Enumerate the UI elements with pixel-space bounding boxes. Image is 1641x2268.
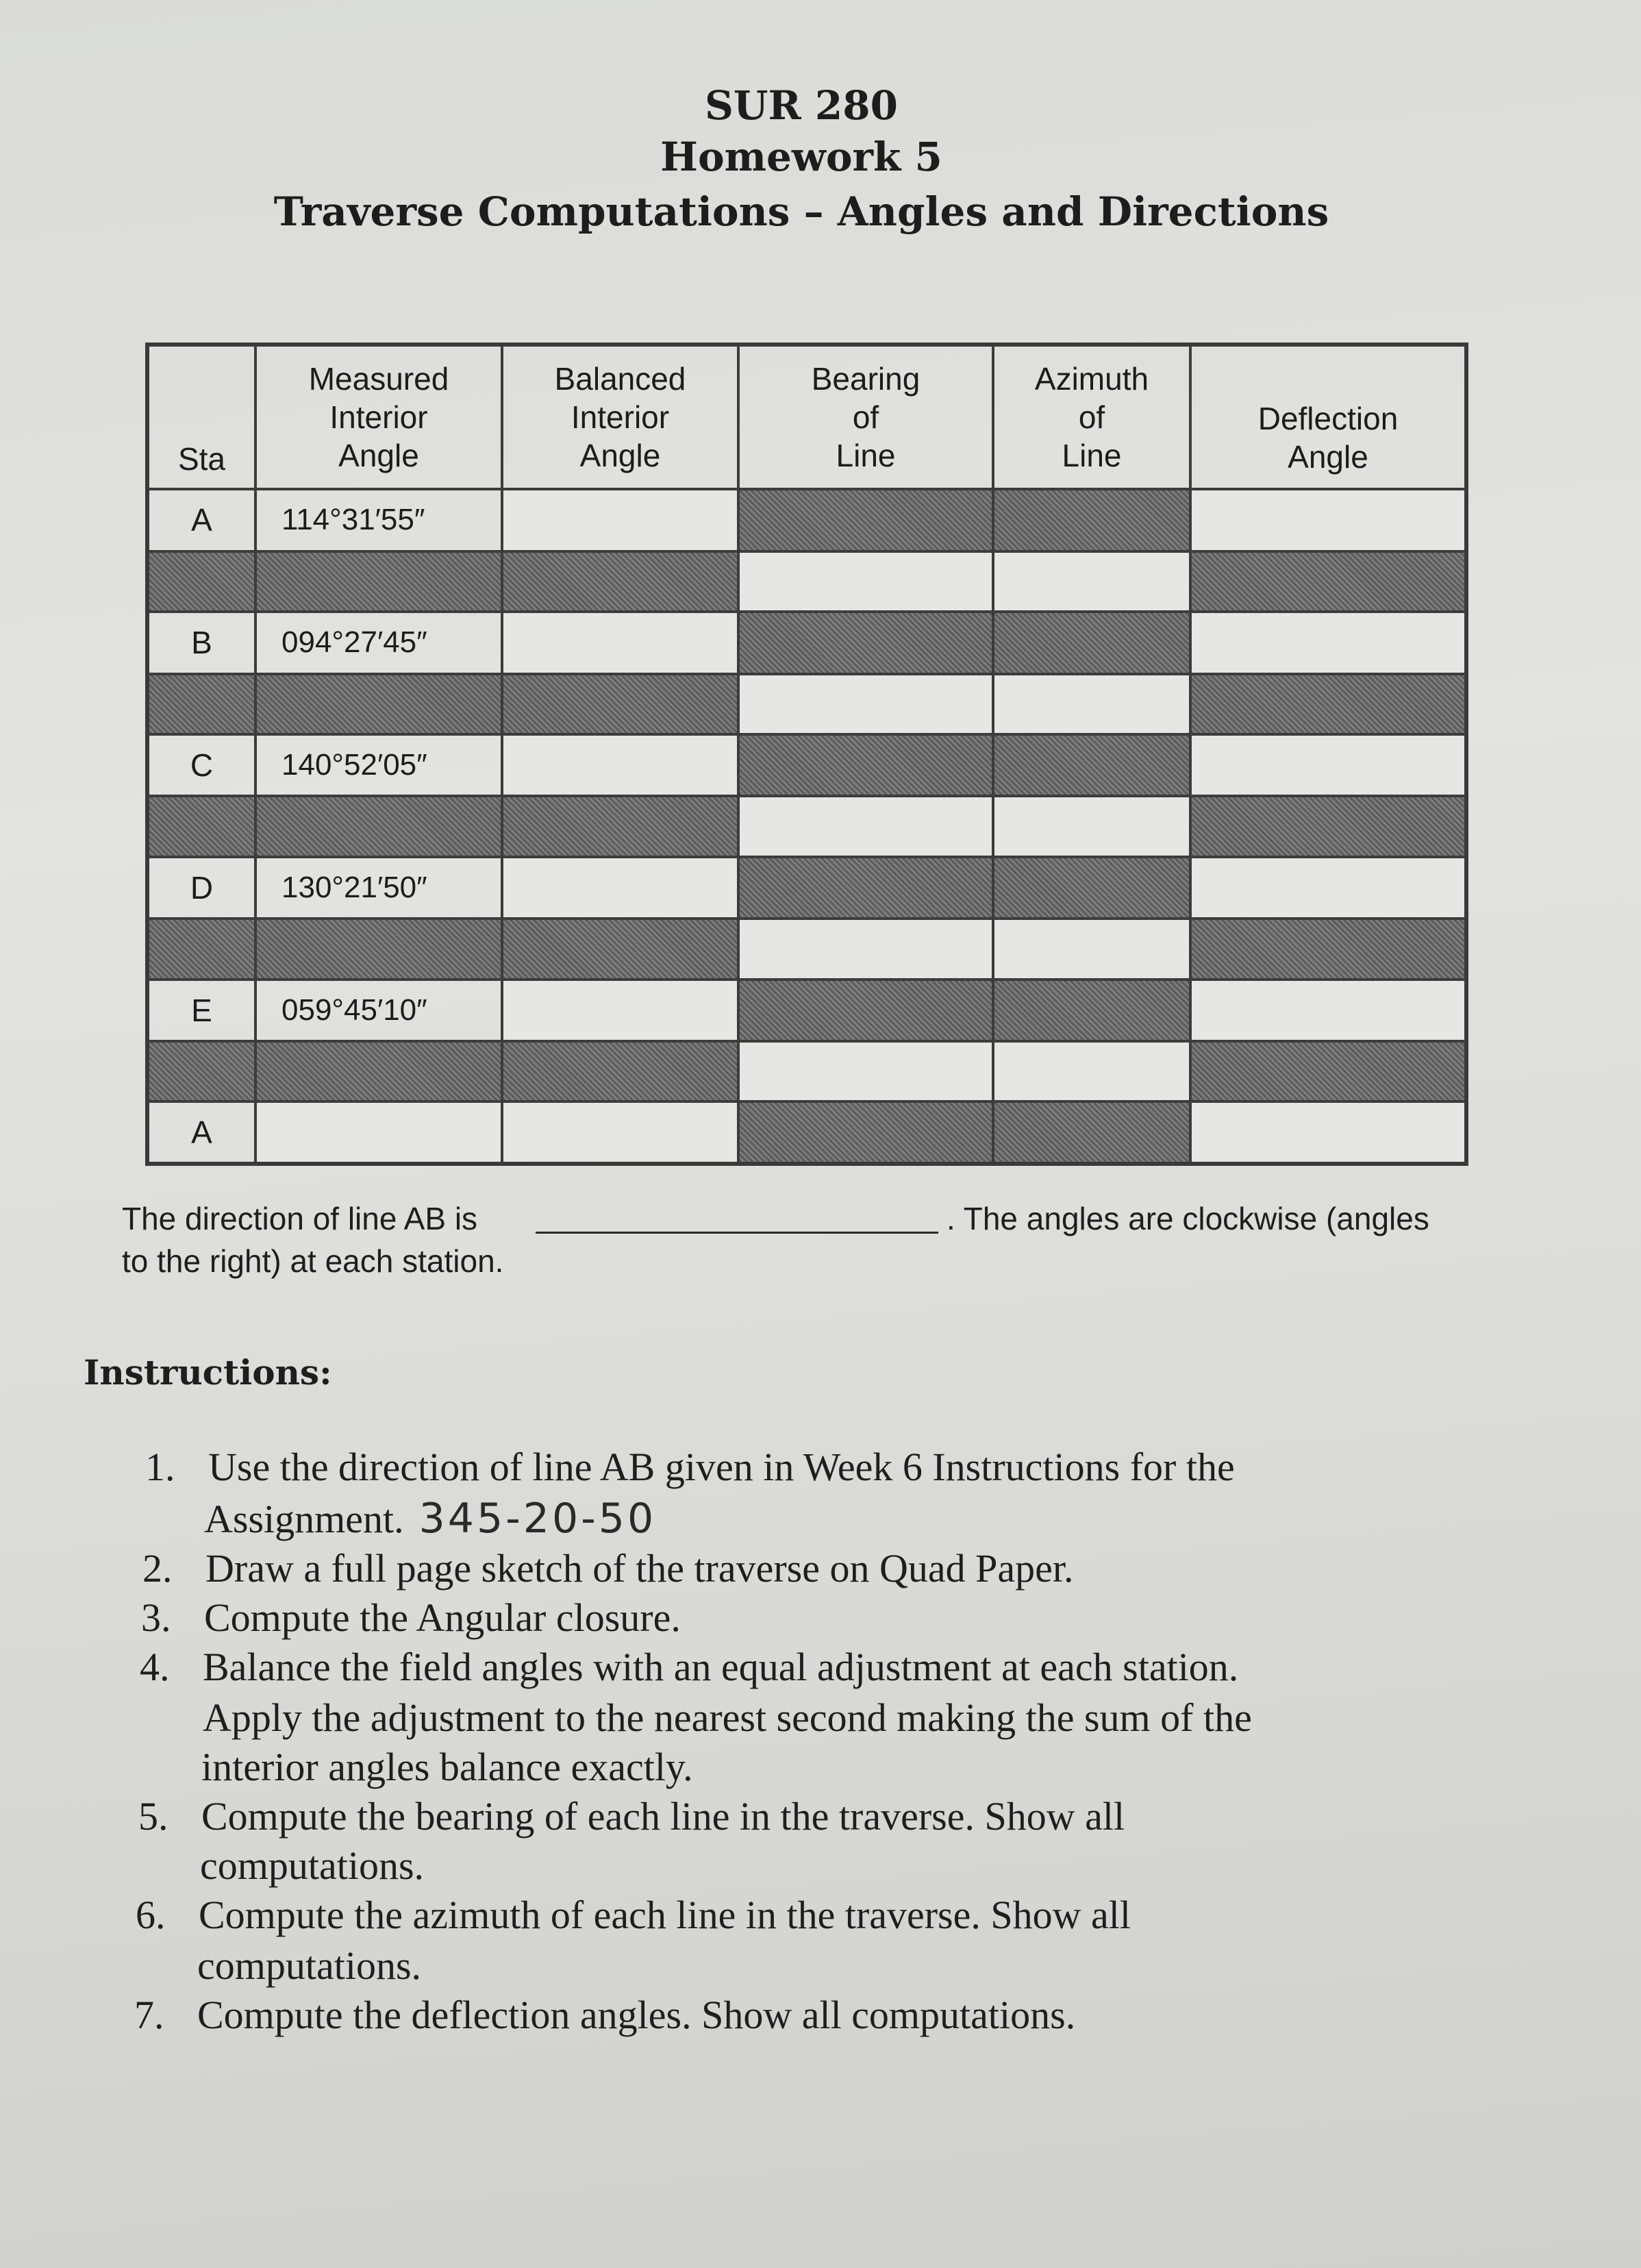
deflection-angle-cell[interactable] [1190, 612, 1466, 674]
deflection-angle-cell[interactable] [1190, 489, 1466, 551]
shaded-cell [147, 919, 255, 979]
direction-answer-blank[interactable] [536, 1232, 938, 1234]
shaded-cell [1190, 919, 1466, 979]
station-label: B [147, 612, 255, 674]
station-label: D [147, 857, 255, 919]
station-row-b [147, 612, 1466, 674]
balanced-angle-cell[interactable] [502, 489, 738, 551]
shaded-cell [1190, 674, 1466, 734]
bearing-cell[interactable] [738, 1041, 993, 1101]
shaded-cell [993, 612, 1190, 674]
balanced-angle-cell[interactable] [502, 1101, 738, 1164]
deflection-angle-cell[interactable] [1190, 1101, 1466, 1164]
column-header-azimuth [993, 345, 1190, 489]
item-text: Compute the azimuth of each line in the traverse. Show all [199, 1893, 1131, 1937]
deflection-header-text: Deflection Angle [1257, 401, 1399, 475]
course-code: SUR 280 [705, 82, 898, 129]
table-header-row [147, 345, 1466, 489]
station-label: A [147, 1101, 255, 1164]
shaded-cell [738, 980, 993, 1042]
column-header-bearing [738, 345, 993, 489]
station-row-a-closing [147, 1101, 1466, 1164]
deflection-angle-cell[interactable] [1190, 980, 1466, 1042]
column-header-balanced [502, 345, 738, 489]
assignment-name: Homework 5 [660, 134, 942, 180]
shaded-cell [502, 796, 738, 856]
azimuth-cell[interactable] [993, 674, 1190, 734]
deflection-angle-cell[interactable] [1190, 734, 1466, 797]
shaded-cell [1190, 1041, 1466, 1101]
deflection-angle-cell[interactable] [1190, 857, 1466, 919]
column-header-deflection [1190, 345, 1466, 489]
shaded-cell [738, 489, 993, 551]
station-row-c [147, 734, 1466, 797]
line-row-bc [147, 674, 1466, 734]
shaded-cell [1190, 796, 1466, 856]
bearing-cell[interactable] [738, 796, 993, 856]
shaded-cell [502, 551, 738, 612]
item-number: 3. [141, 1595, 171, 1640]
station-row-d [147, 857, 1466, 919]
measured-angle: 130°21′50″ [255, 857, 502, 919]
bearing-cell[interactable] [738, 551, 993, 612]
shaded-cell [255, 1041, 502, 1101]
line-row-cd [147, 796, 1466, 856]
shaded-cell [147, 1041, 255, 1101]
item-text: Compute the Angular closure. [204, 1595, 681, 1640]
instruction-item-1-continued [204, 1495, 656, 1543]
shaded-cell [738, 734, 993, 797]
column-header-sta: Sta [147, 345, 255, 489]
item-number: 1. [145, 1445, 175, 1489]
shaded-cell [147, 674, 255, 734]
azimuth-cell[interactable] [993, 551, 1190, 612]
instruction-item-5-line-2: computations. [200, 1843, 425, 1888]
station-label: E [147, 980, 255, 1042]
shaded-cell [502, 1041, 738, 1101]
traverse-table [145, 342, 1468, 1166]
measured-header-text: Measured Interior Angle [308, 361, 449, 474]
balanced-angle-cell[interactable] [502, 857, 738, 919]
instructions-heading: Instructions: [84, 1352, 332, 1393]
shaded-cell [993, 857, 1190, 919]
shaded-cell [255, 919, 502, 979]
station-label: A [147, 489, 255, 551]
item-text: Assignment. [204, 1497, 404, 1541]
shaded-cell [147, 551, 255, 612]
item-text: Compute the deflection angles. Show all computations. [197, 1993, 1076, 2037]
azimuth-cell[interactable] [993, 1041, 1190, 1101]
line-row-ab [147, 551, 1466, 612]
shaded-cell [1190, 551, 1466, 612]
item-text: Balance the field angles with an equal adjustment at each station. [203, 1645, 1239, 1689]
shaded-cell [738, 857, 993, 919]
item-number: 5. [138, 1794, 168, 1839]
item-number: 4. [140, 1645, 170, 1689]
instruction-item-6-line-2: computations. [197, 1943, 422, 1988]
shaded-cell [255, 796, 502, 856]
instruction-item-4-line-2: Apply the adjustment to the nearest second making the sum of the [203, 1695, 1252, 1740]
shaded-cell [502, 919, 738, 979]
direction-statement: The direction of line AB is [122, 1201, 478, 1236]
shaded-cell [738, 612, 993, 674]
measured-angle-cell[interactable] [255, 1101, 502, 1164]
azimuth-cell[interactable] [993, 919, 1190, 979]
balanced-angle-cell[interactable] [502, 734, 738, 797]
bearing-cell[interactable] [738, 674, 993, 734]
direction-statement-end: to the right) at each station. [122, 1243, 504, 1279]
shaded-cell [993, 1101, 1190, 1164]
balanced-angle-cell[interactable] [502, 980, 738, 1042]
balanced-header-text: Balanced Interior Angle [554, 361, 686, 474]
measured-angle: 140°52′05″ [255, 734, 502, 797]
line-row-ea [147, 1041, 1466, 1101]
measured-angle: 114°31′55″ [255, 489, 502, 551]
item-number: 7. [134, 1993, 164, 2037]
bearing-cell[interactable] [738, 919, 993, 979]
azimuth-cell[interactable] [993, 796, 1190, 856]
item-text: Use the direction of line AB given in Week 6 Instructions for the [208, 1445, 1235, 1489]
station-row-e [147, 980, 1466, 1042]
measured-angle: 059°45′10″ [255, 980, 502, 1042]
balanced-angle-cell[interactable] [502, 612, 738, 674]
shaded-cell [738, 1101, 993, 1164]
column-header-measured [255, 345, 502, 489]
shaded-cell [255, 551, 502, 612]
shaded-cell [147, 796, 255, 856]
item-number: 2. [142, 1546, 173, 1591]
item-text: Compute the bearing of each line in the traverse. Show all [201, 1794, 1125, 1839]
document-title: Traverse Computations – Angles and Directions [273, 188, 1329, 235]
measured-angle: 094°27′45″ [255, 612, 502, 674]
station-label: C [147, 734, 255, 797]
station-row-a [147, 489, 1466, 551]
instruction-item-4-line-3: interior angles balance exactly. [201, 1745, 693, 1789]
shaded-cell [502, 674, 738, 734]
item-number: 6. [136, 1893, 166, 1937]
shaded-cell [993, 980, 1190, 1042]
handwritten-answer: 345-20-50 [418, 1495, 657, 1543]
shaded-cell [993, 734, 1190, 797]
direction-statement-continued: . The angles are clockwise (angles [947, 1201, 1429, 1236]
shaded-cell [993, 489, 1190, 551]
shaded-cell [255, 674, 502, 734]
azimuth-header-text: Azimuth of Line [1034, 361, 1149, 474]
line-row-de [147, 919, 1466, 979]
bearing-header-text: Bearing of Line [811, 361, 920, 474]
item-text: Draw a full page sketch of the traverse on Quad Paper. [205, 1546, 1074, 1591]
